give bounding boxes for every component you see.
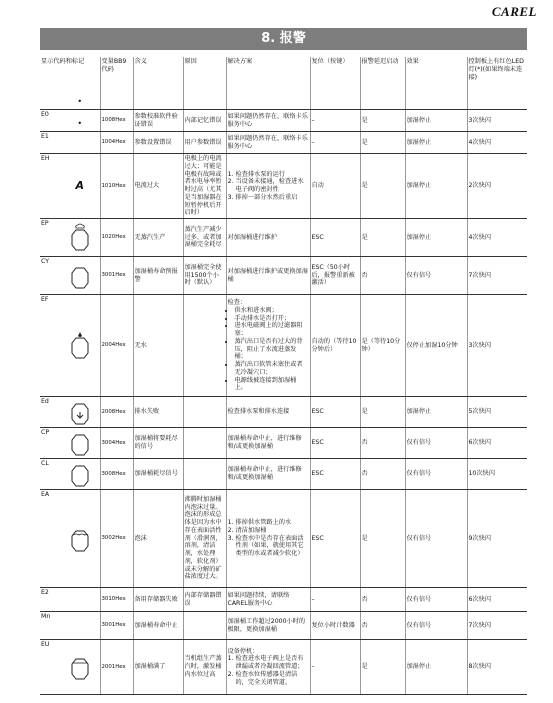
solution-step: • 供水和进水阀； <box>235 307 309 315</box>
alarm-icon <box>60 397 100 428</box>
variable-code: 3002Hex <box>100 490 133 588</box>
solution-step: 2. 当设备未接通，检查进水电子阀的密封性 <box>236 178 309 194</box>
variable-code: 3001Hex <box>100 612 133 640</box>
solution-step: • 蒸汽出口软管未塞住或者无冷凝穴口； <box>235 361 309 377</box>
variable-code: 1010Hex <box>100 154 133 219</box>
variable-code: 1008Hex <box>100 110 133 132</box>
alarm-led: 8次快闪 <box>467 640 527 695</box>
variable-code: 2004Hex <box>100 295 133 397</box>
dot-icon: • <box>77 97 83 106</box>
header-reset: 复位（按键） <box>310 57 360 110</box>
alarm-meaning: 参数设置错误 <box>133 132 183 154</box>
solution-text: 如果问题持续，请联络CAREL服务中心 <box>227 591 290 607</box>
solution-step: • 电源线被连接到加湿桶上。 <box>235 377 309 393</box>
alarm-led: 10次快闪 <box>467 459 527 490</box>
alarm-reset: ESC <box>310 459 360 490</box>
alarm-cause: 当机组生产蒸汽时，激发桶内水位过高 <box>183 640 226 695</box>
alarm-delay: 否 <box>360 428 405 459</box>
alarm-delay: 是 <box>360 132 405 154</box>
alarm-effect: 加湿停止 <box>405 219 467 257</box>
alarm-solution <box>226 257 310 295</box>
solution-step: • 手动排水是否打开； <box>235 315 309 323</box>
alarm-cause <box>183 428 226 459</box>
alarm-cause: 沸腾时加湿桶内泡沫过量。泡沫的形成总体是因为水中存在表面活性剂（滑润剂，溶剂，清洁剂，水处理剂，软化剂）或未分解的矿盐浓度过大。 <box>183 490 226 588</box>
dot-icon: • <box>77 119 83 128</box>
alarm-icon <box>60 588 100 612</box>
alarm-row <box>40 428 527 459</box>
alarm-cause: 蒸汽生产减少过多，或者加湿桶完全耗尽 <box>183 219 226 257</box>
alarm-reset: ESC <box>310 428 360 459</box>
alarm-led: 6次快闪 <box>467 588 527 612</box>
solution-lead: 设备停机： <box>227 647 259 655</box>
solution-text: 加湿桶工作超过2000小时的极限，更换加湿桶 <box>227 617 306 633</box>
solution-text: 加湿桶寿命中止，进行维修和/或更换加湿桶 <box>227 435 302 450</box>
header-solution: 解决方案 <box>226 57 310 110</box>
alarm-led: 7次快闪 <box>467 612 527 640</box>
alarm-table <box>40 57 527 695</box>
alarm-icon <box>60 459 100 490</box>
alarm-meaning: 加湿桶寿命预报警 <box>133 257 183 295</box>
alarm-code: E0 <box>40 110 60 132</box>
alarm-meaning: 排水失败 <box>133 397 183 428</box>
alarm-row <box>40 110 527 132</box>
header-display-code: 显示代码和标记 <box>40 57 100 110</box>
solution-text: 如果问题仍然存在，联络卡乐服务中心 <box>227 112 308 128</box>
variable-code: 3004Hex <box>100 428 133 459</box>
alarm-led: 4次快闪 <box>467 132 527 154</box>
alarm-led: 4次快闪 <box>467 219 527 257</box>
alarm-solution <box>226 110 310 132</box>
alarm-row <box>40 490 527 588</box>
alarm-reset: ESC <box>310 397 360 428</box>
alarm-icon <box>60 428 100 459</box>
cylinder-icon <box>61 653 99 681</box>
alarm-code: E1 <box>40 132 60 154</box>
variable-code: 3008Hex <box>100 459 133 490</box>
solution-step: • 进水电磁阀上的过滤器阻塞； <box>235 322 309 338</box>
alarm-effect: 加湿停止 <box>405 132 467 154</box>
alarm-effect: 仅有信号 <box>405 588 467 612</box>
variable-code: 1004Hex <box>100 132 133 154</box>
alarm-effect: 仅有信号 <box>405 428 467 459</box>
alarm-code: EA <box>40 490 60 588</box>
alarm-cause: 用户参数错误 <box>183 132 226 154</box>
alarm-meaning: 泡沫 <box>133 490 183 588</box>
alarm-meaning: 加湿桶寿命中止 <box>133 612 183 640</box>
alarm-solution <box>226 612 310 640</box>
alarm-code: E2 <box>40 588 60 612</box>
alarm-cause: 电极上的电流过大；可能是电极有故障或者水电导率暂时过高（尤其是当加湿器在短暂停机后开启时） <box>183 154 226 219</box>
alarm-effect: 仅有信号 <box>405 612 467 640</box>
alarm-code: Mn <box>40 612 60 640</box>
solution-step: • 蒸汽出口是否有过大的背压，阻止了水流进蒸发桶； <box>235 338 309 361</box>
solution-step: 3. 检查水中是否存在表面活性剂（如果，就使用其它类型的水或者减少软化） <box>236 535 309 558</box>
alarm-effect: 仅有信号 <box>405 257 467 295</box>
variable-code: 2008Hex <box>100 397 133 428</box>
alarm-delay: 是（等待10分钟） <box>360 295 405 397</box>
alarm-effect: 加湿停止 <box>405 640 467 695</box>
alarm-reset: 自动 <box>310 154 360 219</box>
cylinder-icon <box>61 332 99 360</box>
alarm-solution <box>226 295 310 397</box>
alarm-meaning: 备用存储器失败 <box>133 588 183 612</box>
alarm-meaning: 加湿桶耗尽信号 <box>133 459 183 490</box>
solution-step: 3. 排掉一部分水然后重启 <box>236 194 309 202</box>
table-header-row <box>40 57 527 110</box>
alarm-meaning: 无水 <box>133 295 183 397</box>
section-title: 8. 报警 <box>40 28 527 50</box>
header-cause: 原因 <box>183 57 226 110</box>
alarm-led: 3次快闪 <box>467 295 527 397</box>
alarm-icon <box>60 257 100 295</box>
alarm-meaning: 电流过大 <box>133 154 183 219</box>
alarm-led: 2次快闪 <box>467 154 527 219</box>
alarm-solution <box>226 459 310 490</box>
alarm-row <box>40 257 527 295</box>
alarm-icon <box>60 219 100 257</box>
solution-step: 2. 清洁加湿桶 <box>236 527 309 535</box>
alarm-icon <box>60 295 100 397</box>
alarm-reset: ESC（50小时后，报警重新被激活） <box>310 257 360 295</box>
alarm-icon <box>60 612 100 640</box>
alarm-cause: 内部记忆错误 <box>183 110 226 132</box>
alarm-code: CP <box>40 428 60 459</box>
alarm-led: 7次快闪 <box>467 257 527 295</box>
cylinder-icon <box>61 262 99 290</box>
alarm-code: EH <box>40 154 60 219</box>
alarm-delay: 否 <box>360 459 405 490</box>
variable-code: 3010Hex <box>100 588 133 612</box>
alarm-row <box>40 219 527 257</box>
alarm-row <box>40 640 527 695</box>
alarm-icon <box>60 640 100 695</box>
alarm-reset: ESC <box>310 490 360 588</box>
alarm-effect: 仅停止加湿10分钟 <box>405 295 467 397</box>
current-icon: A <box>75 179 84 193</box>
solution-text: 对加湿桶进行维护或更换加湿桶 <box>227 267 308 283</box>
alarm-code: EF <box>40 295 60 397</box>
alarm-code: EU <box>40 640 60 695</box>
alarm-effect: 仅有信号 <box>405 459 467 490</box>
alarm-effect: 仅有信号 <box>405 490 467 588</box>
alarm-solution <box>226 132 310 154</box>
alarm-icon <box>60 154 100 219</box>
alarm-delay: 否 <box>360 257 405 295</box>
header-led: 控制板上有红色LED灯(*)(如果终端未连接) <box>467 57 527 110</box>
alarm-code: CL <box>40 459 60 490</box>
alarm-icon <box>60 490 100 588</box>
cylinder-icon <box>61 460 99 488</box>
alarm-led: 6次快闪 <box>467 428 527 459</box>
alarm-reset: – <box>310 640 360 695</box>
alarm-row <box>40 588 527 612</box>
carel-logo: CAREL <box>491 4 537 19</box>
alarm-cause <box>183 295 226 397</box>
header-effect: 效果 <box>405 57 467 110</box>
solution-text: 加湿桶寿命中止，进行维修和/或更换加湿桶 <box>227 466 302 481</box>
alarm-meaning: 无蒸汽生产 <box>133 219 183 257</box>
header-meaning: 含义 <box>133 57 183 110</box>
header-var-code: 变量BB9代码 <box>100 57 133 110</box>
alarm-cause: 加湿桶完全使用1500个小时（默认） <box>183 257 226 295</box>
alarm-code: EP <box>40 219 60 257</box>
alarm-reset: 自动的（等待10分钟后） <box>310 295 360 397</box>
alarm-solution <box>226 640 310 695</box>
alarm-effect: 加湿停止 <box>405 110 467 132</box>
alarm-reset: 复位小时计数器 <box>310 612 360 640</box>
alarm-effect: 加湿停止 <box>405 154 467 219</box>
solution-step: 1. 排掉供水管路上的水 <box>236 519 309 527</box>
alarm-solution <box>226 428 310 459</box>
alarm-row <box>40 132 527 154</box>
cylinder-icon <box>61 224 99 252</box>
alarm-solution <box>226 397 310 428</box>
alarm-solution <box>226 588 310 612</box>
solution-lead: 检查： <box>227 299 247 306</box>
alarm-code: CY <box>40 257 60 295</box>
alarm-solution <box>226 490 310 588</box>
alarm-delay: 否 <box>360 588 405 612</box>
alarm-delay: 是 <box>360 490 405 588</box>
alarm-cause <box>183 397 226 428</box>
cylinder-icon <box>61 429 99 457</box>
alarm-row <box>40 459 527 490</box>
alarm-solution <box>226 219 310 257</box>
solution-step: 1. 检查进水电子阀上是否有泄漏或者冷凝回流管道； <box>236 655 309 671</box>
alarm-meaning: 加湿桶将要耗尽的信号 <box>133 428 183 459</box>
alarm-row <box>40 612 527 640</box>
alarm-cause: 内部存储器错误 <box>183 588 226 612</box>
solution-text: 检查排水泵和排水连接 <box>227 408 290 416</box>
alarm-solution <box>226 154 310 219</box>
alarm-effect: 加湿停止 <box>405 397 467 428</box>
variable-code: 1020Hex <box>100 219 133 257</box>
alarm-delay: 是 <box>360 219 405 257</box>
alarm-reset: ESC <box>310 219 360 257</box>
alarm-led: 5次快闪 <box>467 397 527 428</box>
solution-step: 1. 检查排水泵的运行 <box>236 171 309 179</box>
alarm-reset: – <box>310 110 360 132</box>
alarm-delay: 是 <box>360 110 405 132</box>
alarm-row <box>40 295 527 397</box>
alarm-reset: – <box>310 588 360 612</box>
alarm-delay: 是 <box>360 154 405 219</box>
alarm-cause <box>183 459 226 490</box>
alarm-led: 9次快闪 <box>467 490 527 588</box>
solution-text: 对加湿桶进行维护 <box>227 233 277 241</box>
alarm-cause <box>183 612 226 640</box>
alarm-icon <box>60 119 100 154</box>
alarm-delay: 否 <box>360 612 405 640</box>
cylinder-icon <box>61 398 99 426</box>
alarm-code: Ed <box>40 397 60 428</box>
alarm-meaning: 参数校准软件验证错误 <box>133 110 183 132</box>
variable-code: 2001Hex <box>100 640 133 695</box>
alarm-reset: – <box>310 132 360 154</box>
alarm-led: 3次快闪 <box>467 110 527 132</box>
variable-code: 3001Hex <box>100 257 133 295</box>
cylinder-icon <box>61 525 99 553</box>
solution-step: 2. 检查水位传感器是清洁的，完全关闭管道。 <box>236 671 309 687</box>
alarm-meaning: 加湿桶满了 <box>133 640 183 695</box>
solution-text: 如果问题仍然存在，联络卡乐服务中心 <box>227 134 308 150</box>
alarm-delay: 是 <box>360 397 405 428</box>
alarm-delay: 是 <box>360 640 405 695</box>
header-delay: 报警延迟启动 <box>360 57 405 110</box>
alarm-row <box>40 397 527 428</box>
alarm-row <box>40 154 527 219</box>
